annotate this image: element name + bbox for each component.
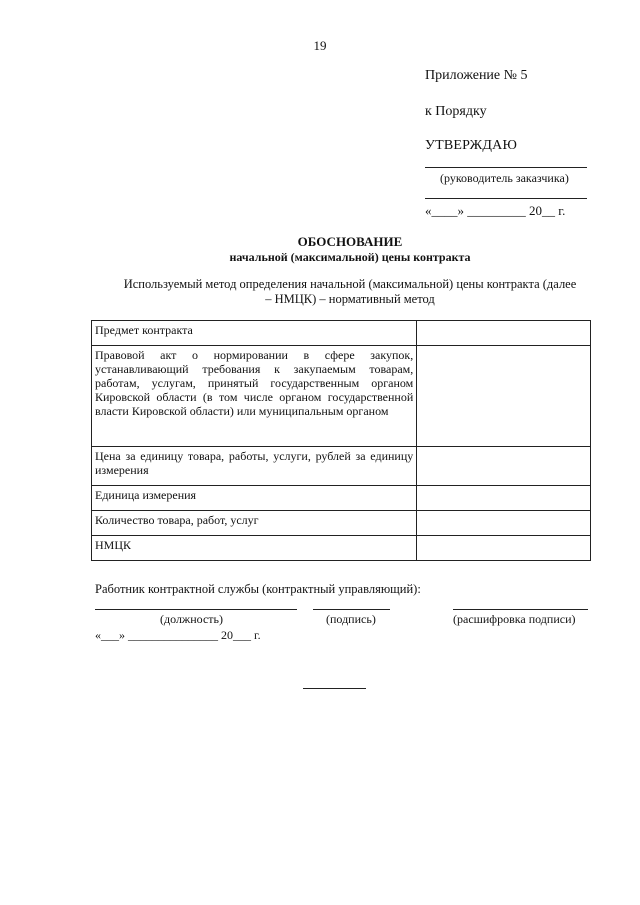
method-description: Используемый метод определения начальной (максимальной) цены контракта (далее – НМЦК) – нормативный метод [123, 277, 577, 306]
table-row [92, 536, 591, 561]
row-value-quantity [417, 511, 591, 536]
closing-divider [303, 688, 366, 689]
table-row [92, 346, 591, 447]
decoding-caption: (расшифровка подписи) [453, 612, 576, 626]
row-value-unit [417, 486, 591, 511]
table-row [92, 511, 591, 536]
table-row [92, 321, 591, 346]
row-label-unit-price: Цена за единицу товара, работы, услуги, рублей за единицу измерения [92, 447, 417, 486]
row-label-legal-act: Правовой акт о нормировании в сфере закупок, устанавливающий требования к закупаемым товарам, работам, услугам, принятый государственным органом Кировской области (в том числе органом государственной власти Кировской области) или муниципальным органом [92, 346, 417, 447]
worker-label: Работник контрактной службы (контрактный управляющий): [95, 582, 421, 596]
row-label-quantity: Количество товара, работ, услуг [92, 511, 417, 536]
order-label: к Порядку [425, 104, 487, 119]
document-subtitle: начальной (максимальной) цены контракта [229, 250, 471, 264]
appendix-label: Приложение № 5 [425, 68, 528, 83]
document-title: ОБОСНОВАНИЕ [297, 234, 403, 249]
row-label-subject: Предмет контракта [92, 321, 417, 346]
signature-caption: (подпись) [326, 612, 376, 626]
head-name-line [425, 198, 587, 199]
row-value-subject [417, 321, 591, 346]
position-caption: (должность) [160, 612, 223, 626]
table-row [92, 447, 591, 486]
approve-label: УТВЕРЖДАЮ [425, 138, 518, 153]
head-signature-line [425, 167, 587, 168]
row-label-unit: Единица измерения [92, 486, 417, 511]
justification-table [91, 320, 591, 561]
signature-line [313, 609, 390, 610]
table-row [92, 486, 591, 511]
decoding-line [453, 609, 588, 610]
head-date-line: «____» _________ 20__ г. [425, 203, 566, 218]
row-value-nmck [417, 536, 591, 561]
head-caption: (руководитель заказчика) [440, 171, 569, 185]
row-label-nmck: НМЦК [92, 536, 417, 561]
row-value-legal-act [417, 346, 591, 447]
row-value-unit-price [417, 447, 591, 486]
position-line [95, 609, 297, 610]
page-number: 19 [313, 38, 327, 53]
signature-date-line: «___» _______________ 20___ г. [95, 628, 261, 642]
